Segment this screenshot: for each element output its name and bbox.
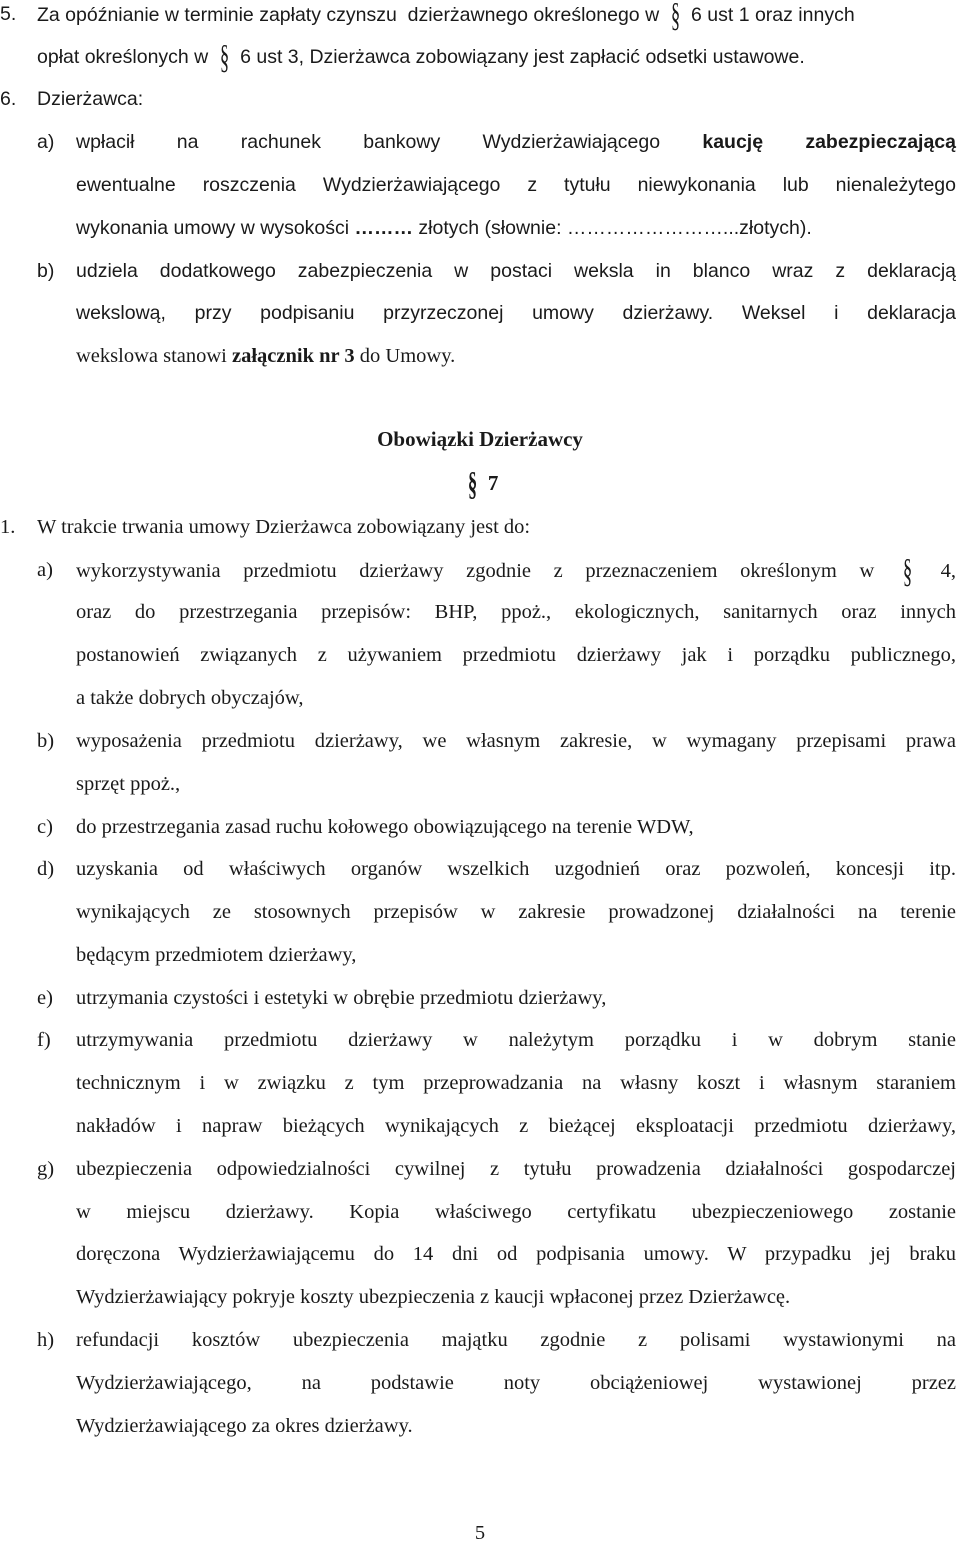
list-number: 6. [0,88,17,110]
item1b-line1: wyposażenia przedmiotu dzierżawy, we własnym zakresie, w wymagany przepisami prawa [76,730,956,752]
item1g-line1: ubezpieczenia odpowiedzialności cywilnej z tytułu prowadzenia działalności gospodarczej [76,1158,956,1180]
item6a-line2: ewentualne roszczenia Wydzierżawiającego z tytułu niewykonania lub nienależytego [76,174,956,196]
list-letter: h) [37,1329,55,1351]
item1d-line3: będącym przedmiotem dzierżawy, [76,944,357,966]
paragraph-number: § 7 [467,466,499,503]
item1f-line1: utrzymywania przedmiotu dzierżawy w należytym porządku i w dobrym stanie [76,1029,956,1051]
section-sign-icon: § [670,0,680,34]
item1-title: W trakcie trwania umowy Dzierżawca zobowiązany jest do: [37,516,531,538]
item1a-line4: a także dobrych obyczajów, [76,687,304,709]
item1f-line3: nakładów i napraw bieżących wynikających z bieżącej eksploatacji przedmiotu dzierżawy, [76,1115,956,1137]
item1d-line2: wynikających ze stosownych przepisów w zakresie prowadzonej działalności na terenie [76,901,956,923]
item1a-line1: wykorzystywania przedmiotu dzierżawy zgodnie z przeznaczeniem określonym w § 4, [76,553,956,590]
blank-words: …………………… [566,217,723,239]
list-number: 1. [0,516,16,538]
item6b-line1: udziela dodatkowego zabezpieczenia w postaci weksla in blanco wraz z deklaracją [76,260,956,282]
item1f-line2: technicznym i w związku z tym przeprowadzania na własny koszt i własnym staraniem [76,1072,956,1094]
item6b-line3: wekslowa stanowi załącznik nr 3 do Umowy. [76,345,456,367]
list-letter: a) [37,131,55,153]
item5-line2: opłat określonych w § 6 ust 3, Dzierżawca zobowiązany jest zapłacić odsetki ustawowe. [37,39,805,76]
list-number: 5. [0,3,17,25]
item1a-line2: oraz do przestrzegania przepisów: BHP, ppoż., ekologicznych, sanitarnych oraz innych [76,601,956,623]
list-letter: f) [37,1029,51,1051]
item1g-line3: doręczona Wydzierżawiającemu do 14 dni od podpisania umowy. W przypadku jej braku [76,1243,956,1265]
blank-amount: ……… [354,217,414,239]
section-sign-icon: § [467,466,477,503]
list-letter: e) [37,987,53,1009]
item6a-line3: wykonania umowy w wysokości ……… złotych (słownie: ……………………...złotych). [76,217,812,239]
item5-line1: Za opóźnianie w terminie zapłaty czynszu dzierżawnego określonego w § 6 ust 1 oraz innych [37,0,855,34]
list-letter: b) [37,730,55,752]
item1e-line1: utrzymania czystości i estetyki w obrębie przedmiotu dzierżawy, [76,987,607,1009]
list-letter: a) [37,559,53,581]
item1b-line2: sprzęt ppoż., [76,773,181,795]
item1g-line2: w miejscu dzierżawy. Kopia właściwego certyfikatu ubezpieczeniowego zostanie [76,1201,956,1223]
item1c-line1: do przestrzegania zasad ruchu kołowego obowiązującego na terenie WDW, [76,816,694,838]
emphasis: kaucję zabezpieczającą [702,131,956,153]
section-sign-icon: § [902,553,913,590]
item1a-line3: postanowień związanych z używaniem przedmiotu dzierżawy jak i porządku publicznego, [76,644,956,666]
item6-title: Dzierżawca: [37,88,144,110]
list-letter: b) [37,260,55,282]
section-heading: Obowiązki Dzierżawcy [377,427,583,451]
item1h-line1: refundacji kosztów ubezpieczenia majątku zgodnie z polisami wystawionymi na [76,1329,956,1351]
list-letter: d) [37,858,55,880]
list-letter: g) [37,1158,55,1180]
item1g-line4: Wydzierżawiający pokryje koszty ubezpieczenia z kaucji wpłaconej przez Dzierżawcę. [76,1286,791,1308]
item1h-line2: Wydzierżawiającego, na podstawie noty obciążeniowej wystawionej przez [76,1372,956,1394]
list-letter: c) [37,816,53,838]
attachment-ref: załącznik nr 3 [232,345,355,367]
section-sign-icon: § [219,39,229,76]
item6b-line2: wekslową, przy podpisaniu przyrzeczonej umowy dzierżawy. Weksel i deklaracja [76,302,956,324]
item1d-line1: uzyskania od właściwych organów wszelkich uzgodnień oraz pozwoleń, koncesji itp. [76,858,956,880]
item6a-line1: wpłacił na rachunek bankowy Wydzierżawiającego kaucję zabezpieczającą [76,131,956,153]
item1h-line3: Wydzierżawiającego za okres dzierżawy. [76,1415,413,1437]
page-number: 5 [474,1522,486,1544]
